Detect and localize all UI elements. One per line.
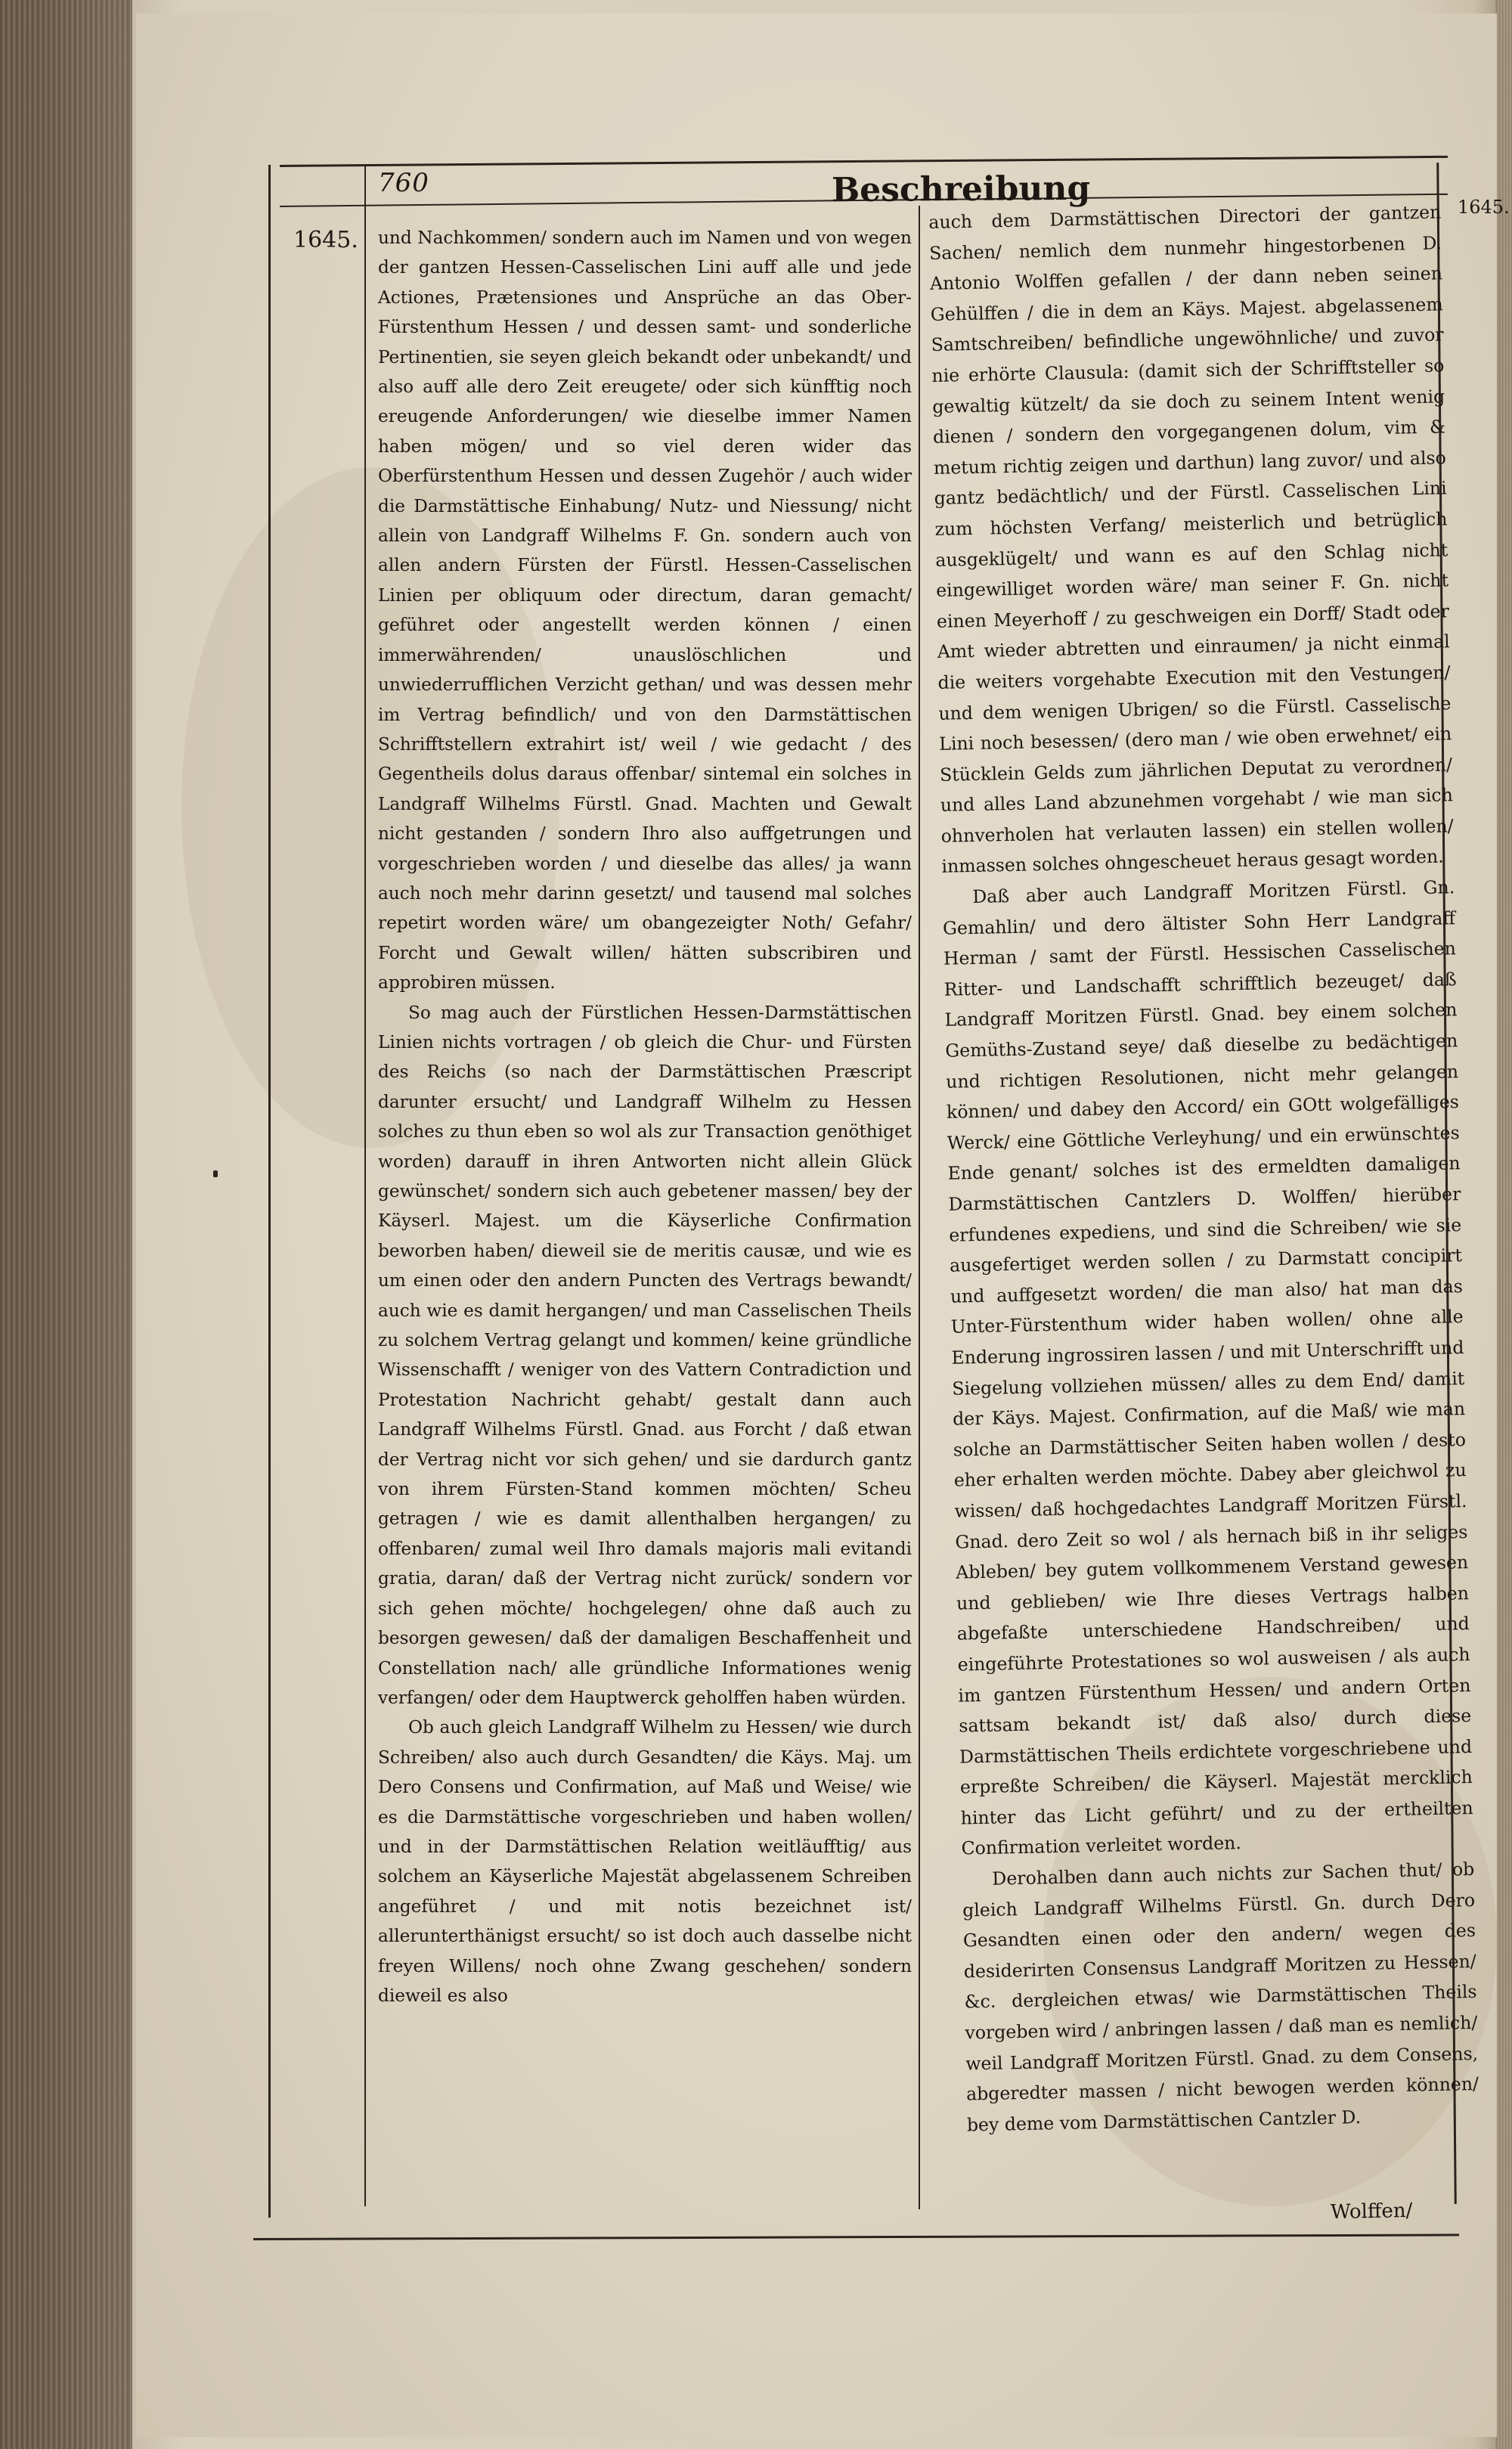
- margin-year-left: 1645.: [293, 227, 358, 253]
- ink-mark: [213, 1170, 218, 1177]
- running-head: Beschreibung: [831, 169, 1091, 210]
- column-rule: [919, 206, 920, 2209]
- margin-year-right: 1645.: [1458, 197, 1510, 218]
- paragraph: Daß aber auch Landgraff Moritzen Fürstl. Gn. Gemahlin/ und dero ältister Sohn Herr Landgraff Herman / samt der Fürstl. Hessischen Casselischen Ritter- und Landschafft schrifftlich bezeuget/ daß Landgraff Moritzen Fürstl. Gnad. bey einem solchen Gemüths-Zustand seye/ daß dieselbe zu bedächtigen und richtigen Resolutionen, nicht mehr gelangen können/ und dabey den Accord/ ein GOtt wolgefälliges Werck/ eine Göttliche Verleyhung/ und ein erwünschtes Ende genant/ solches ist des ermeldten damaligen Darmstättischen Cantzlers D. Wolffen/ hierüber erfundenes expediens, und sind die Schreiben/ wie sie ausgefertiget werden sollen / zu Darmstatt concipirt und auffgesetzt worden/ die man also/ hat man das Unter-Fürstenthum wider haben wollen/ ohne alle Enderung ingrossiren lassen / und mit Unterschrifft und Siegelung vollziehen müssen/ alles zu dem End/ damit der Käys. Majest. Confirmation, auf die Maß/ wie man solche an Darmstättischer Seiten haben wollen / desto eher erhalten werden möchte. Dabey aber gleichwol zu wissen/ daß hochgedachtes Landgraff Moritzen Fürstl. Gnad. dero Zeit so wol / als hernach biß in ihr seliges Ableben/ bey gutem vollkommenem Verstand gewesen und geblieben/ wie Ihre dieses Vertrags halben abgefaßte unterschiedene Handschreiben/ und eingeführte Protestationes so wol ausweisen / als auch im gantzen Fürstenthum Hessen/ und andern Orten sattsam bekandt ist/ daß also/ durch diese Darmstättischen Theils erdichtete vorgeschriebene und erpreßte Schreiben/ die Käyserl. Majestät mercklich hinter das Licht geführt/ und zu der ertheilten Confirmation verleitet worden.: [942, 876, 1473, 1860]
- catchword: Wolffen/: [1330, 2199, 1413, 2224]
- paragraph: Derohalben dann auch nichts zur Sachen thut/ ob gleich Landgraff Wilhelms Fürstl. Gn. durch Dero Gesandten einen oder den andern/ wegen des desiderirten Consensus Landgraff Moritzen zu Hessen/ &c. dergleichen etwas/ wie Darmstättischen Theils vorgeben wird / anbringen lassen / daß man es nemlich/ weil Landgraff Moritzen Fürstl. Gnad. zu dem Consens, abgeredter massen / nicht bewogen werden können/ bey deme vom Darmstättischen Cantzler D.: [962, 1858, 1479, 2136]
- margin-rule: [364, 165, 366, 2206]
- paragraph: So mag auch der Fürstlichen Hessen-Darmstättischen Linien nichts vortragen / ob gleich die Chur- und Fürsten des Reichs (so nach der Darmstättischen Præscript darunter ersucht/ und Landgraff Wilhelm zu Hessen solches zu thun eben so wol als zur Transaction genöthiget worden) darauff in ihren Antworten nicht allein Glück gewünschet/ sondern sich auch gebetener massen/ bey der Käyserl. Majest. um die Käyserliche Confirmation beworben haben/ dieweil sie de meritis causæ, und wie es um einen oder den andern Puncten des Vertrags bewandt/ auch wie es damit hergangen/ und man Casselischen Theils zu solchem Vertrag gelangt und kommen/ keine gründliche Wissenschafft / weniger von des Vattern Contradiction und Protestation Nachricht gehabt/ gestalt dann auch Landgraff Wilhelms Fürstl. Gnad. aus Forcht / daß etwan der Vertrag nicht vor sich gehen/ und sie dardurch gantz von ihrem Fürsten-Stand kommen möchten/ Scheu getragen / wie es damit allenthalben hergangen/ zu offenbaren/ zumal weil Ihro damals majoris mali evitandi gratia, daran/ daß der Vertrag nicht zurück/ sondern vor sich gehen möchte/ hochgelegen/ ohne daß auch zu besorgen gewesen/ daß der damaligen Beschaffenheit und Constellation nach/ alle gründliche Informationes wenig verfangen/ oder dem Hauptwerck geholffen haben würden.: [378, 1002, 912, 1708]
- paragraph: und Nachkommen/ sondern auch im Namen und von wegen der gantzen Hessen-Casselischen Lini auff alle und jede Actiones, Prætensiones und Ansprüche an das Ober-Fürstenthum Hessen / und dessen samt- und sonderliche Pertinentien, sie seyen gleich bekandt oder unbekandt/ und also auff alle dero Zeit ereugete/ oder sich künfftig noch ereugende Anforderungen/ wie dieselbe immer Namen haben mögen/ und so viel deren wider das Oberfürstenthum Hessen und dessen Zugehör / auch wider die Darmstättische Einhabung/ Nutz- und Niessung/ nicht allein von Landgraff Wilhelms F. Gn. sondern auch von allen andern Fürsten der Fürstl. Hessen-Casselischen Linien per obliquum oder directum, daran gemacht/ geführet oder angestellt werden können / einen immerwährenden/ unauslöschlichen und unwiederrufflichen Verzicht gethan/ und was dessen mehr im Vertrag befindlich/ und von den Darmstättischen Schrifftstellern extrahirt ist/ weil / wie gedacht / des Gegentheils dolus daraus offenbar/ sintemal ein solches in Landgraff Wilhelms Fürstl. Gnad. Machten und Gewalt nicht gestanden / sondern Ihro also auffgetrungen und vorgeschrieben worden / und dieselbe das alles/ ja wann auch noch mehr darinn gesetzt/ und tausend mal solches repetirt worden wäre/ um obangezeigter Noth/ Gefahr/ Forcht und Gewalt willen/ hätten subscribiren und approbiren müssen.: [378, 228, 912, 994]
- paragraph: Ob auch gleich Landgraff Wilhelm zu Hessen/ wie durch Schreiben/ also auch durch Gesandten/ die Käys. Maj. um Dero Consens und Confirmation, auf Maß und Weise/ wie es die Darmstättische vorgeschrieben und haben wollen/ und in der Darmstättischen Relation weitläufftig/ aus solchem an Käyserliche Majestät abgelassenem Schreiben angeführet / und mit notis bezeichnet ist/ allerunterthänigst ersucht/ so ist doch auch dasselbe nicht freyen Willens/ noch ohne Zwang geschehen/ sondern dieweil es also: [378, 1717, 912, 2006]
- book-gutter: [0, 0, 132, 2449]
- page-edges: [1495, 0, 1512, 2449]
- right-column: [928, 197, 1479, 2140]
- frame-rule-left: [268, 165, 271, 2218]
- left-column: [378, 223, 912, 2010]
- paragraph: auch dem Darmstättischen Directori der gantzen Sachen/ nemlich dem nunmehr hingestorbenen D. Antonio Wolffen gefallen / der dann neben seinen Gehülffen / die in dem an Käys. Majest. abgelassenem Samtschreiben/ befindliche ungewöhnliche/ und zuvor nie erhörte Clausula: (damit sich der Schrifftsteller so gewaltig kützelt/ da sie doch zu seinem Intent wenig dienen / sondern den vorgegangenen dolum, vim & metum richtig zeigen und darthun) lang zuvor/ und also gantz bedächtlich/ und der Fürstl. Casselischen Lini zum höchsten Verfang/ meisterlich und betrüglich ausgeklügelt/ und wann es auf den Schlag nicht eingewilliget worden wäre/ man seiner F. Gn. nicht einen Meyerhoff / zu geschweigen ein Dorff/ Stadt oder Amt wieder abtretten und einraumen/ ja nicht einmal die weiters vorgehabte Execution mit den Vestungen/ und dem wenigen Ubrigen/ so die Fürstl. Casselische Lini noch besessen/ (dero man / wie oben erwehnet/ ein Stücklein Gelds zum jährlichen Deputat zu verordnen/ und alles Land abzunehmen vorgehabt / wie man sich ohnverholen hat verlauten lassen) ein stellen wollen/ inmassen solches ohngescheuet heraus gesagt worden.: [928, 201, 1454, 878]
- page-number: 760: [378, 168, 429, 198]
